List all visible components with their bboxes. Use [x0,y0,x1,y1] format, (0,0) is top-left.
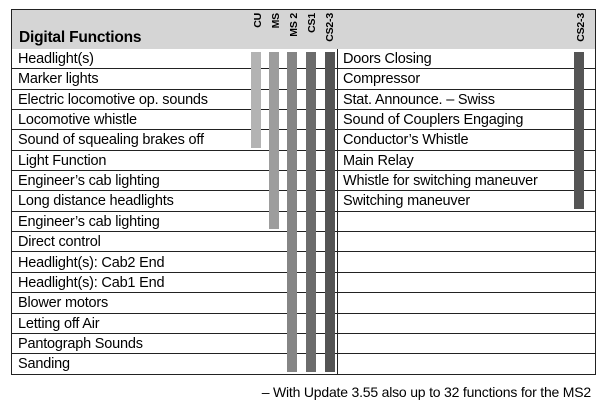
table-row [338,253,595,273]
column-header-cu: CU [252,13,264,28]
table-row: Sanding [18,356,70,373]
table-row: Marker lights [12,69,337,89]
table-row: Stat. Announce. – Swiss [338,90,595,110]
column-header-right-cs2-3: CS2-3 [575,13,587,42]
column-header-cs2-3: CS2-3 [324,13,336,42]
table-row: Headlight(s): Cab1 End [12,273,337,293]
support-bar-cs1 [306,52,316,372]
table-row: Electric locomotive op. sounds [12,90,337,110]
table-row [338,354,595,374]
digital-functions-table [11,9,596,375]
table-title: Digital Functions [19,29,142,46]
table-row [338,334,595,354]
table-row [338,293,595,313]
column-header-ms: MS [270,13,282,29]
support-bar-ms [269,52,279,229]
column-divider [337,49,338,375]
support-bar-right-cs2-3 [574,52,584,209]
support-bar-cs2-3 [325,52,335,372]
table-row: Switching maneuver [338,191,595,211]
table-row [338,212,595,232]
table-row: Conductor’s Whistle [338,130,595,150]
table-row: Letting off Air [12,314,337,334]
footnote: – With Update 3.55 also up to 32 functions for the MS2 [261,384,591,400]
support-bar-ms2 [287,52,297,372]
table-row: Doors Closing [338,49,595,69]
column-header-ms2: MS 2 [288,13,300,37]
table-row: Long distance headlights [12,191,337,211]
table-row: Engineer’s cab lighting [12,212,337,232]
table-row [338,232,595,252]
table-header [12,10,595,49]
table-row: Headlight(s) [12,49,337,69]
support-bar-cu [251,52,261,148]
table-row: Pantograph Sounds [12,334,337,354]
table-row: Headlight(s): Cab2 End [12,253,337,273]
table-row: Sound of Couplers Engaging [338,110,595,130]
table-row [338,314,595,334]
table-row: Engineer’s cab lighting [12,171,337,191]
table-row: Light Function [12,151,337,171]
table-row: Whistle for switching maneuver [338,171,595,191]
table-row: Main Relay [338,151,595,171]
column-header-cs1: CS1 [306,13,318,33]
table-row [338,273,595,293]
table-row: Blower motors [12,293,337,313]
table-row: Locomotive whistle [12,110,337,130]
table-row: Sound of squealing brakes off [12,130,337,150]
table-row: Compressor [338,69,595,89]
table-row: Direct control [12,232,337,252]
